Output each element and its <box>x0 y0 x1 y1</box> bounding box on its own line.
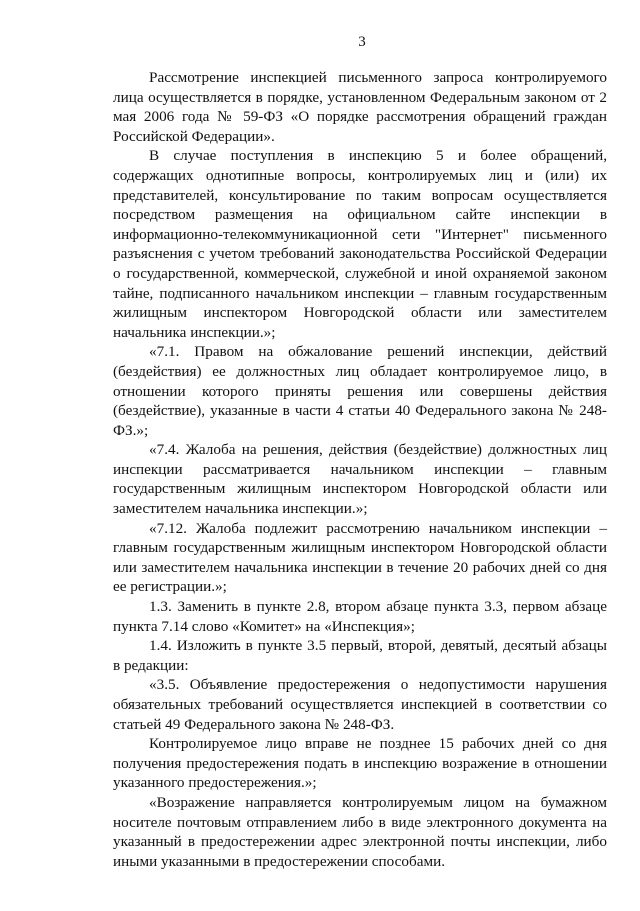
page-number: 3 <box>358 34 366 50</box>
paragraph-7-12: «7.12. Жалоба подлежит рассмотрению начальником инспекции – главным государственным жилищным инспектором Новгородской области или заместителем начальника инспекции в течение 20 рабочих дней со дня ее регистрации.»; <box>113 519 607 596</box>
paragraph-7-1: «7.1. Правом на обжалование решений инспекции, действий (бездействия) ее должностных лиц обладает контролируемое лицо, в отношении которого приняты решения или совершены действия (бездействие), указанные в части 4 статьи 40 Федерального закона № 248-ФЗ.»; <box>113 343 607 439</box>
document-body <box>113 68 607 871</box>
paragraph-1-3: 1.3. Заменить в пункте 2.8, втором абзаце пункта 3.3, первом абзаце пункта 7.14 слово «Комитет» на «Инспекция»; <box>113 598 607 635</box>
paragraph-consultation: В случае поступления в инспекцию 5 и более обращений, содержащих однотипные вопросы, контролируемых лиц и (или) их представителей, консультирование по таким вопросам осуществляется посредством размещения на официальном сайте инспекции в информационно-телекоммуникационной сети "Интернет" письменного разъяснения с учетом требований законодательства Российской Федерации о государственной, коммерческой, служебной и иной охраняемой законом тайне, подписанного начальником инспекции – главным государственным жилищным инспектором Новгородской области или заместителем начальника инспекции.»; <box>113 147 607 341</box>
paragraph-7-4: «7.4. Жалоба на решения, действия (бездействие) должностных лиц инспекции рассматривается начальником инспекции – главным государственным жилищным инспектором Новгородской области или заместителем начальника инспекции.»; <box>113 441 607 518</box>
paragraph-3-5: «3.5. Объявление предостережения о недопустимости нарушения обязательных требований осуществляется инспекцией в соответствии со статьей 49 Федерального закона № 248-ФЗ. <box>113 676 607 733</box>
paragraph-objection-delivery: «Возражение направляется контролируемым лицом на бумажном носителе почтовым отправлением либо в виде электронного документа на указанный в предостережении адрес электронной почты инспекции, либо иными указанными в предостережении способами. <box>113 793 607 870</box>
paragraph-1-4: 1.4. Изложить в пункте 3.5 первый, второй, девятый, десятый абзацы в редакции: <box>113 637 607 674</box>
paragraph-written-request: Рассмотрение инспекцией письменного запроса контролируемого лица осуществляется в порядке, установленном Федеральным законом от 2 мая 2006 года № 59-ФЗ «О порядке рассмотрения обращений граждан Российской Федерации». <box>113 69 607 145</box>
paragraph-objection-deadline: Контролируемое лицо вправе не позднее 15 рабочих дней со дня получения предостережения подать в инспекцию возражение в отношении указанного предостережения.»; <box>113 735 607 792</box>
